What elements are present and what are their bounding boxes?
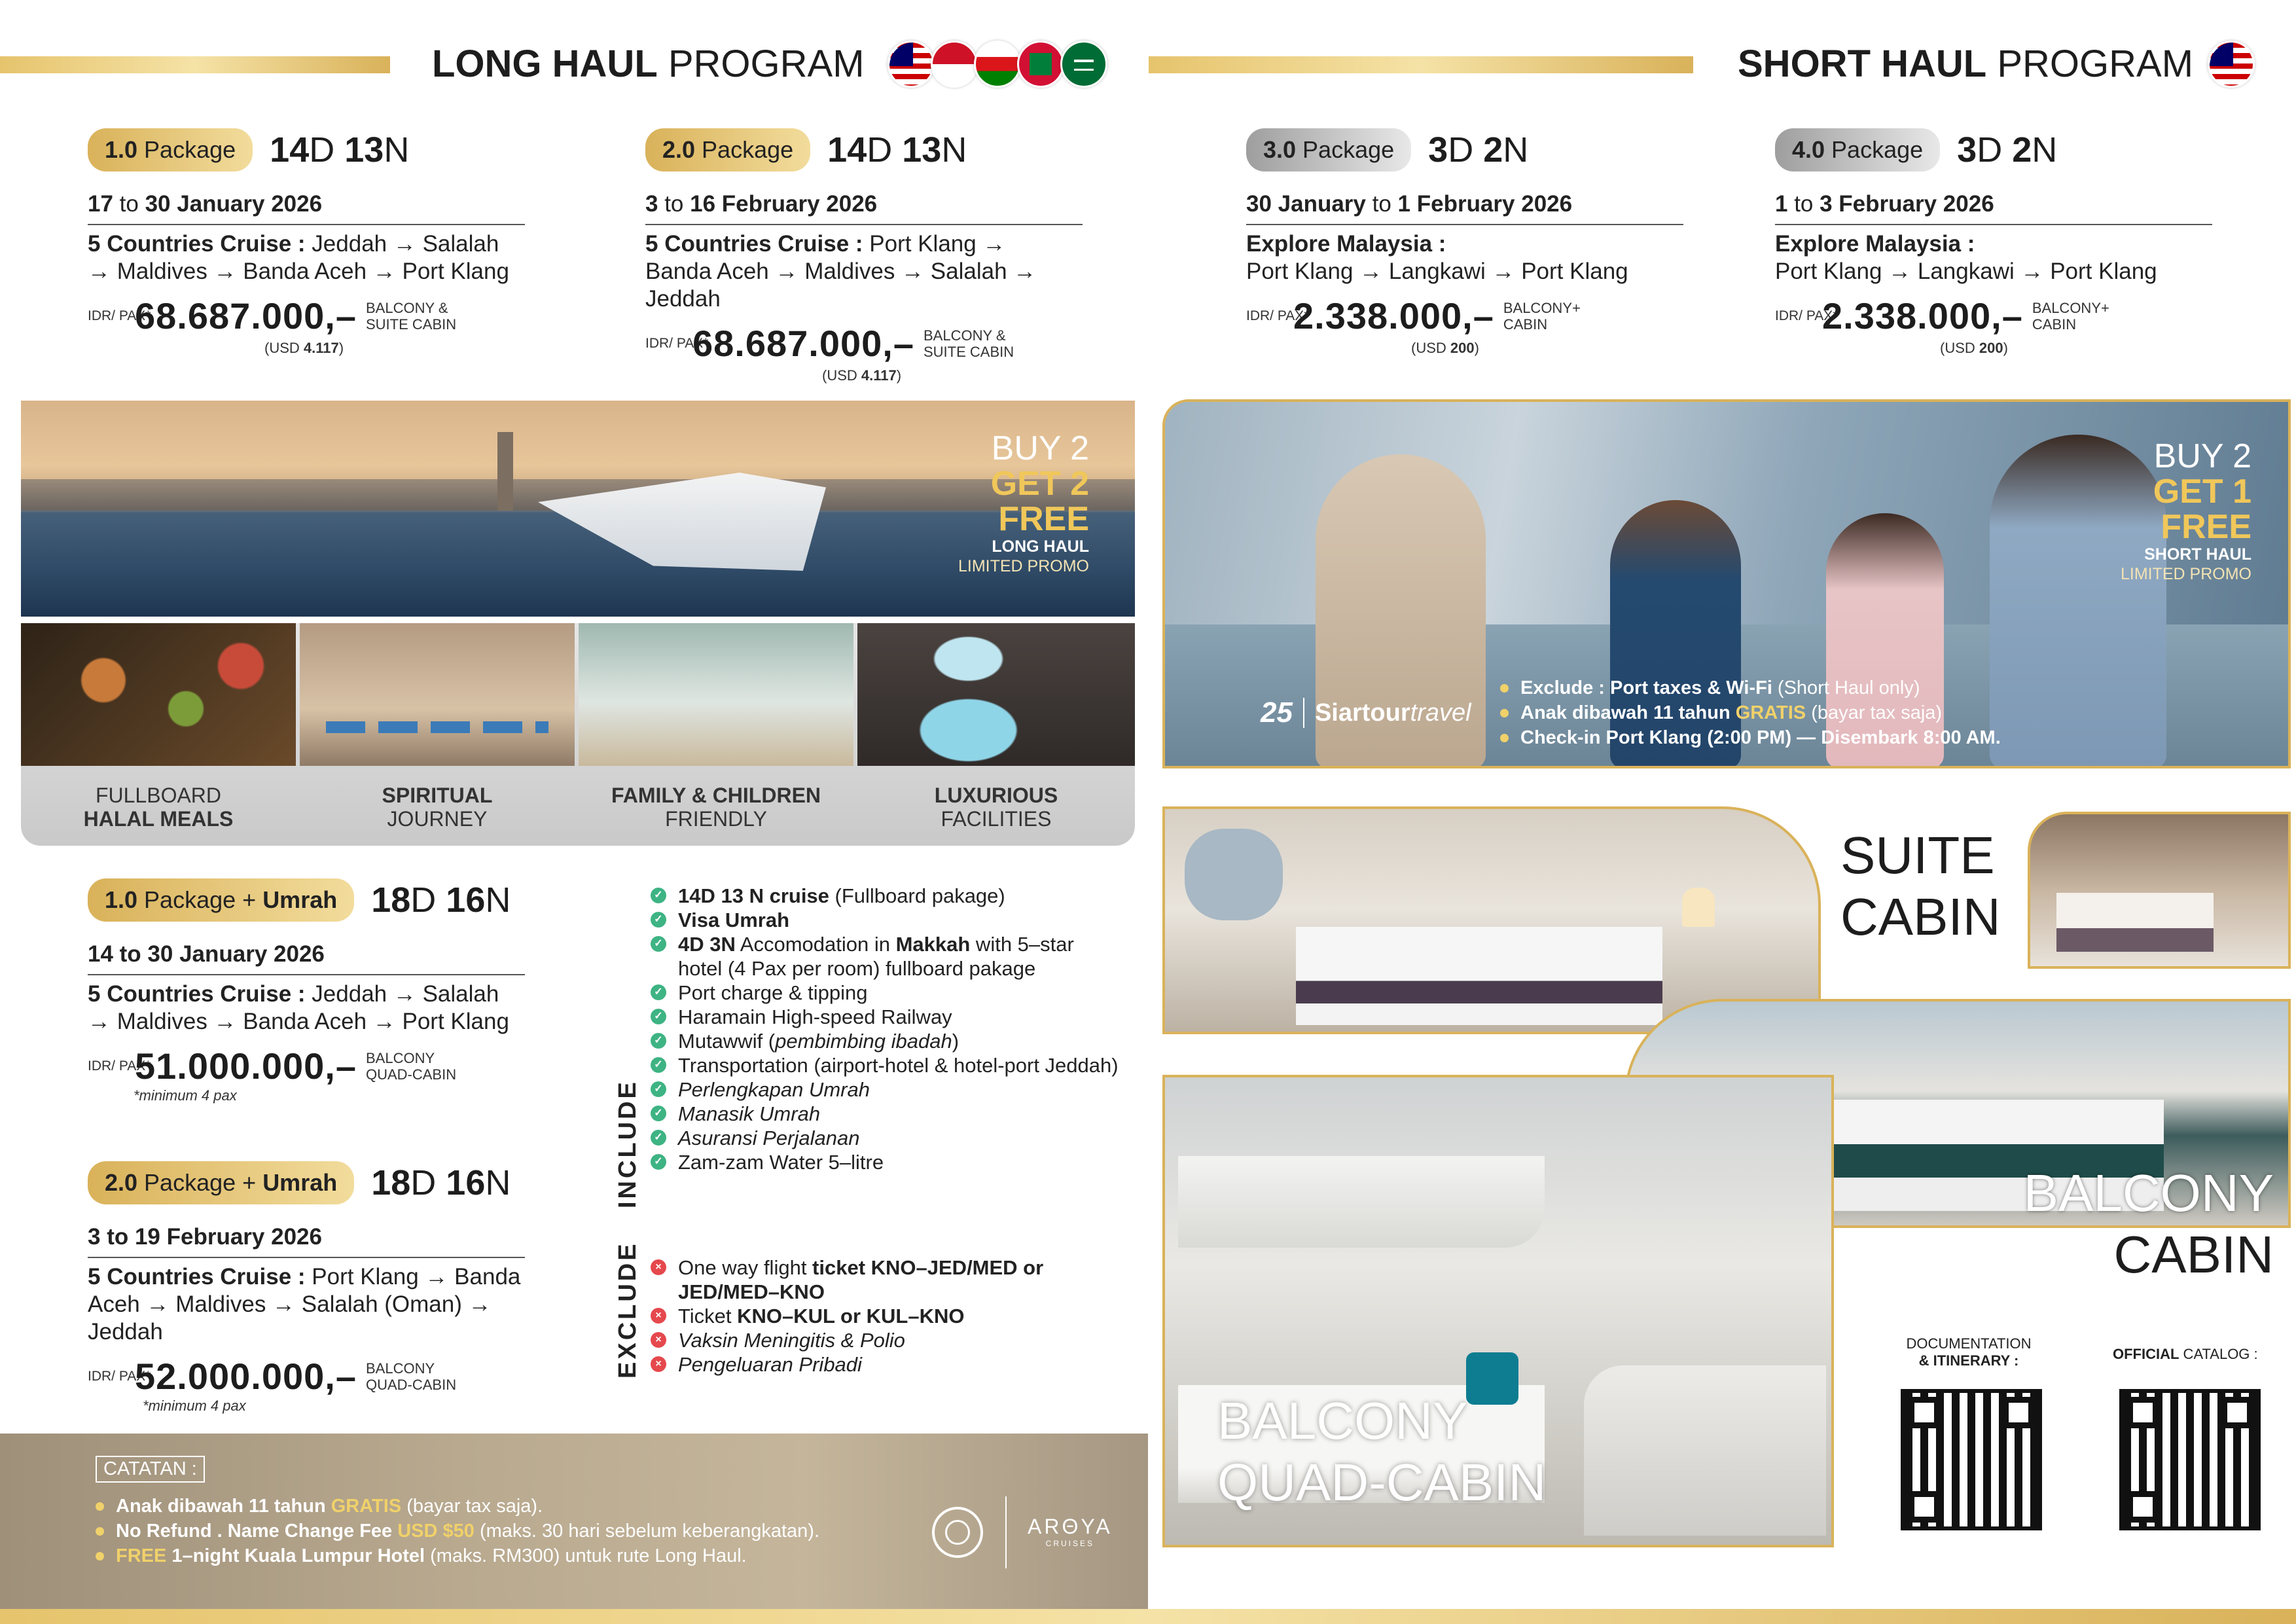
include-item: ✓ Mutawwif (pembimbing ibadah) — [651, 1029, 1122, 1053]
spa-pool-photo — [857, 623, 1135, 766]
notes-label: CATATAN : — [96, 1456, 205, 1483]
minimum-pax-note: *minimum 4 pax — [134, 1087, 237, 1104]
note-item: FREE 1–night Kuala Lumpur Hotel (maks. RM300) untuk rute Long Haul. — [96, 1543, 819, 1568]
feature-family-friendly: FAMILY & CHILDREN FRIENDLY — [611, 784, 821, 831]
include-label: INCLUDE — [614, 1079, 641, 1208]
family-area-photo — [579, 623, 853, 766]
package-price: 68.687.000,– — [692, 323, 914, 364]
balcony-quad-cabin-photo — [1162, 1075, 1834, 1547]
suite-cabin-photo-small — [2028, 812, 2291, 969]
usd-price: (USD 4.117) — [822, 367, 902, 384]
cabin-type: BALCONY QUAD-CABIN — [365, 1049, 457, 1083]
include-item: ✓ 4D 3N Accomodation in Makkah with 5–star hotel (4 Pax per room) fullboard pakage — [651, 932, 1122, 981]
include-item: ✓ Transportation (airport-hotel & hotel-port Jeddah) — [651, 1053, 1122, 1077]
cross-icon: × — [651, 1356, 666, 1372]
package-route: Explore Malaysia : Port Klang → Langkawi → Port Klang — [1246, 231, 1628, 284]
package-route: 5 Countries Cruise : Jeddah → Salalah → Maldives → Banda Aceh → Port Klang — [88, 981, 509, 1034]
package-route: 5 Countries Cruise : Port Klang → Banda Aceh → Maldives → Salalah → Jeddah — [645, 231, 1037, 312]
short-haul-note: Anak dibawah 11 tahun GRATIS (bayar tax saja) — [1500, 700, 2001, 725]
usd-price: (USD 200) — [1411, 340, 1479, 356]
package-date: 30 January to 1 February 2026 — [1246, 191, 1573, 217]
desk — [1584, 1365, 1826, 1536]
clock-tower — [497, 432, 513, 511]
halal-meals-photo — [21, 623, 296, 766]
package-price: 52.000.000,– — [135, 1356, 357, 1397]
aroya-logo: ARΘYA CRUISES — [1028, 1515, 1113, 1548]
price-label: IDR/ PAX* — [645, 335, 709, 351]
price-label: IDR/ PAX* — [88, 308, 151, 323]
price-label: IDR/ PAX* — [88, 1058, 151, 1074]
package-date: 14 to 30 January 2026 — [88, 941, 325, 967]
siartour-logo: 25 Siartourtravel — [1261, 696, 1471, 729]
islamic-cruise-logo — [932, 1507, 983, 1558]
package-card-2 — [645, 128, 1103, 384]
family-ice-cream-banner — [1162, 399, 2291, 768]
cross-icon: × — [651, 1308, 666, 1324]
logo-divider — [1005, 1496, 1007, 1568]
package-duration: 14D 13N — [270, 130, 410, 170]
cabin-type: BALCONY & SUITE CABIN — [923, 327, 1014, 360]
check-icon: ✓ — [651, 912, 666, 928]
check-icon: ✓ — [651, 1130, 666, 1146]
short-haul-title: SHORT HAUL PROGRAM — [1738, 43, 2194, 85]
umrah-package-card-2 — [88, 1161, 559, 1415]
exclude-item: × Pengeluaran Pribadi — [651, 1352, 1122, 1377]
exclude-list — [651, 1255, 1122, 1377]
include-item: ✓ Visa Umrah — [651, 908, 1122, 932]
bottom-gold-bar — [0, 1609, 2296, 1624]
feature-luxurious-facilities: LUXURIOUS FACILITIES — [934, 784, 1058, 831]
package-duration: 18D 16N — [371, 880, 511, 920]
price-label: IDR/ PAX* — [88, 1368, 151, 1384]
country-flags — [888, 41, 1110, 93]
divider — [1775, 224, 2212, 225]
package-badge: 1.0 Package + Umrah — [88, 878, 354, 922]
package-card-1 — [88, 128, 546, 357]
divider — [645, 224, 1083, 225]
cabin-type: BALCONY+ CABIN — [2032, 299, 2109, 333]
balcony-cabin-label: BALCONY CABIN — [2023, 1164, 2274, 1284]
package-price: 2.338.000,– — [1293, 295, 1494, 336]
long-haul-promo: BUY 2 GET 2 FREE LONG HAUL LIMITED PROMO — [958, 429, 1089, 575]
package-route: Explore Malaysia : Port Klang → Langkawi → Port Klang — [1775, 231, 2157, 284]
check-icon: ✓ — [651, 984, 666, 1000]
divider — [88, 1257, 525, 1258]
cabin-type: BALCONY & SUITE CABIN — [365, 299, 457, 333]
short-haul-note: Check-in Port Klang (2:00 PM) — Disembark 8:00 AM. — [1500, 725, 2001, 750]
package-duration: 3D 2N — [1428, 130, 1529, 170]
balcony-quad-cabin-label: BALCONY QUAD-CABIN — [1217, 1392, 1547, 1511]
catalog-qr-code[interactable] — [2119, 1389, 2261, 1530]
package-badge: 1.0 Package — [88, 128, 253, 171]
package-route: 5 Countries Cruise : Port Klang → Banda Aceh → Maldives → Salalah (Oman) → Jeddah — [88, 1264, 521, 1344]
exclude-item: × Vaksin Meningitis & Polio — [651, 1328, 1122, 1352]
upper-bunk — [1178, 1156, 1545, 1248]
note-item: No Refund . Name Change Fee USD $50 (maks. 30 hari sebelum keberangkatan). — [96, 1519, 819, 1543]
package-badge: 4.0 Package — [1775, 128, 1940, 171]
include-item: ✓ Asuransi Perjalanan — [651, 1126, 1122, 1150]
short-haul-promo: BUY 2 GET 1 FREE SHORT HAUL LIMITED PROMO — [2120, 437, 2251, 583]
include-item: ✓ Manasik Umrah — [651, 1102, 1122, 1126]
saudi-arabia-flag-icon — [1060, 41, 1107, 88]
exclude-item: × Ticket KNO–KUL or KUL–KNO — [651, 1304, 1122, 1328]
short-haul-note: Exclude : Port taxes & Wi-Fi (Short Haul only) — [1500, 676, 2001, 700]
package-date: 3 to 19 February 2026 — [88, 1224, 322, 1250]
feature-spiritual-journey: SPIRITUAL JOURNEY — [382, 784, 493, 831]
documentation-qr-code[interactable] — [1901, 1389, 2042, 1530]
suite-bed — [1296, 927, 1662, 1025]
check-icon: ✓ — [651, 1009, 666, 1024]
package-duration: 18D 16N — [371, 1163, 511, 1202]
check-icon: ✓ — [651, 1081, 666, 1097]
package-duration: 3D 2N — [1957, 130, 2058, 170]
cruise-ship-banner — [21, 401, 1135, 617]
check-icon: ✓ — [651, 1033, 666, 1049]
package-date: 3 to 16 February 2026 — [645, 191, 878, 217]
package-card-4 — [1775, 128, 2233, 357]
exclude-item: × One way flight ticket KNO–JED/MED or JED/MED–KNO — [651, 1255, 1122, 1304]
include-item: ✓ Port charge & tipping — [651, 981, 1122, 1005]
package-badge: 2.0 Package + Umrah — [88, 1161, 354, 1204]
check-icon: ✓ — [651, 888, 666, 903]
cross-icon: × — [651, 1332, 666, 1348]
price-label: IDR/ PAX* — [1246, 308, 1310, 323]
package-date: 1 to 3 February 2026 — [1775, 191, 1994, 217]
package-date: 17 to 30 January 2026 — [88, 191, 323, 217]
documentation-qr-label: DOCUMENTATION & ITINERARY : — [1906, 1335, 2032, 1369]
package-badge: 3.0 Package — [1246, 128, 1411, 171]
oman-flag-icon — [974, 41, 1021, 88]
indonesia-flag-icon — [931, 41, 978, 88]
include-list — [651, 884, 1122, 1174]
suite-lamp — [1682, 888, 1715, 927]
divider — [88, 974, 525, 975]
feature-strip — [21, 623, 1135, 846]
package-price: 68.687.000,– — [135, 295, 357, 336]
cabin-type: BALCONY QUAD-CABIN — [365, 1360, 457, 1393]
umrah-package-card-1 — [88, 878, 559, 1104]
top-left-gold-bar — [0, 56, 390, 73]
include-item: ✓ Perlengkapan Umrah — [651, 1077, 1122, 1102]
package-route: 5 Countries Cruise : Jeddah → Salalah → Maldives → Banda Aceh → Port Klang — [88, 231, 509, 284]
malaysia-flag-icon — [2208, 41, 2255, 88]
top-middle-gold-bar — [1149, 56, 1693, 73]
package-price: 51.000.000,– — [135, 1045, 357, 1087]
usd-price: (USD 200) — [1940, 340, 2008, 356]
check-icon: ✓ — [651, 1154, 666, 1170]
catalog-qr-label: OFFICIAL CATALOG : — [2113, 1346, 2258, 1362]
include-item: ✓ Zam-zam Water 5–litre — [651, 1150, 1122, 1174]
feature-halal-meals: FULLBOARD HALAL MEALS — [83, 784, 234, 831]
suite-bed — [2056, 893, 2214, 952]
cabin-type: BALCONY+ CABIN — [1503, 299, 1581, 333]
exclude-label: EXCLUDE — [614, 1241, 641, 1379]
package-duration: 14D 13N — [827, 130, 967, 170]
notes-panel — [0, 1434, 1148, 1610]
maldives-flag-icon — [1017, 41, 1064, 88]
package-card-3 — [1246, 128, 1704, 357]
check-icon: ✓ — [651, 1106, 666, 1121]
divider — [88, 224, 525, 225]
cross-icon: × — [651, 1259, 666, 1275]
include-item: ✓ 14D 13 N cruise (Fullboard pakage) — [651, 884, 1122, 908]
suite-cabin-label: SUITE CABIN — [1840, 826, 2001, 946]
minimum-pax-note: *minimum 4 pax — [143, 1398, 246, 1414]
suite-window — [1185, 829, 1283, 920]
check-icon: ✓ — [651, 936, 666, 952]
long-haul-title: LONG HAUL PROGRAM — [432, 43, 865, 85]
check-icon: ✓ — [651, 1057, 666, 1073]
price-label: IDR/ PAX* — [1775, 308, 1839, 323]
include-item: ✓ Haramain High-speed Railway — [651, 1005, 1122, 1029]
package-badge: 2.0 Package — [645, 128, 810, 171]
divider — [1246, 224, 1683, 225]
short-haul-bullets — [1500, 676, 2001, 750]
package-price: 2.338.000,– — [1822, 295, 2023, 336]
prayer-room-photo — [300, 623, 575, 766]
note-item: Anak dibawah 11 tahun GRATIS (bayar tax saja). — [96, 1494, 819, 1519]
usd-price: (USD 4.117) — [264, 340, 344, 356]
malaysia-flag-icon — [888, 41, 935, 88]
notes-list — [96, 1494, 819, 1568]
